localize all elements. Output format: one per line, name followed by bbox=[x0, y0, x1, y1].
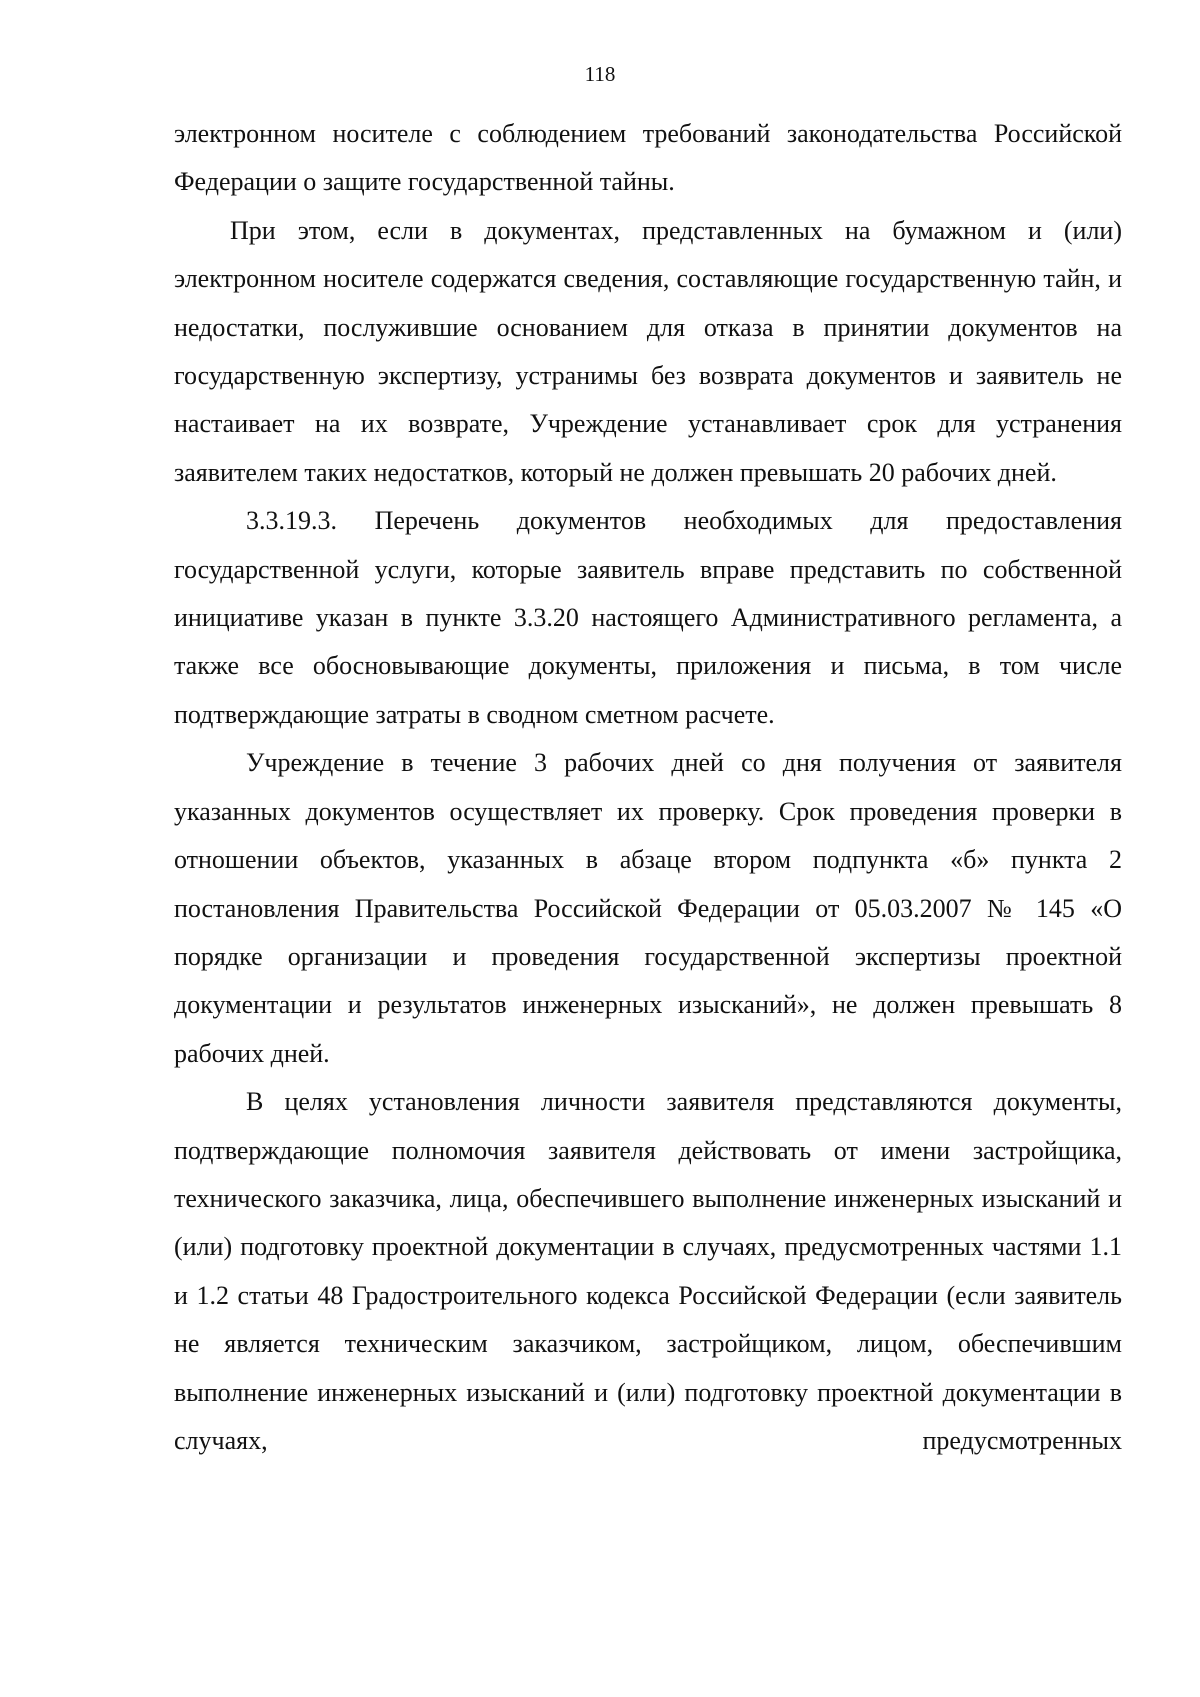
paragraph-state-secret: При этом, если в документах, представленных на бумажном и (или) электронном носителе содержатся сведения, составляющие государственную тайн, и недостатки, послужившие основанием для отказа в принятии документов на государственную экспертизу, устранимы без возврата документов и заявитель не настаивает на их возврате, Учреждение устанавливает срок для устранения заявителем таких недостатков, который не должен превышать 20 рабочих дней. bbox=[174, 215, 1122, 487]
paragraph-continuation: электронном носителе с соблюдением требований законодательства Российской Федерации о защите государственной тайны. bbox=[174, 119, 1122, 197]
paragraph-verification-term: Учреждение в течение 3 рабочих дней со дня получения от заявителя указанных документов осуществляет их проверку. Срок проведения проверки в отношении объектов, указанных в абзаце втором подпункта «б» пункта 2 постановления Правительства Российской Федерации от 05.03.2007 № 145 «О порядке организации и проведения государственной экспертизы проектной документации и результатов инженерных изысканий», не должен превышать 8 рабочих дней. bbox=[174, 748, 1122, 1068]
paragraph-applicant-identity: В целях установления личности заявителя представляются документы, подтверждающие полномочия заявителя действовать от имени застройщика, технического заказчика, лица, обеспечившего выполнение инженерных изысканий и (или) подготовку проектной документации в случаях, предусмотренных частями 1.1 и 1.2 статьи 48 Градостроительного кодекса Российской Федерации (если заявитель не является техническим заказчиком, застройщиком, лицом, обеспечившим выполнение инженерных изысканий и (или) подготовку проектной документации в случаях, предусмотренных bbox=[174, 1087, 1122, 1455]
page-number: 118 bbox=[584, 62, 616, 86]
paragraph-section-3-3-19-3: 3.3.19.3. Перечень документов необходимых для предоставления государственной услуги, которые заявитель вправе представить по собственной инициативе указан в пункте 3.3.20 настоящего Административного регламента, а также все обосновывающие документы, приложения и письма, в том числе подтверждающие затраты в сводном сметном расчете. bbox=[174, 506, 1122, 729]
document-body bbox=[174, 110, 1122, 1465]
